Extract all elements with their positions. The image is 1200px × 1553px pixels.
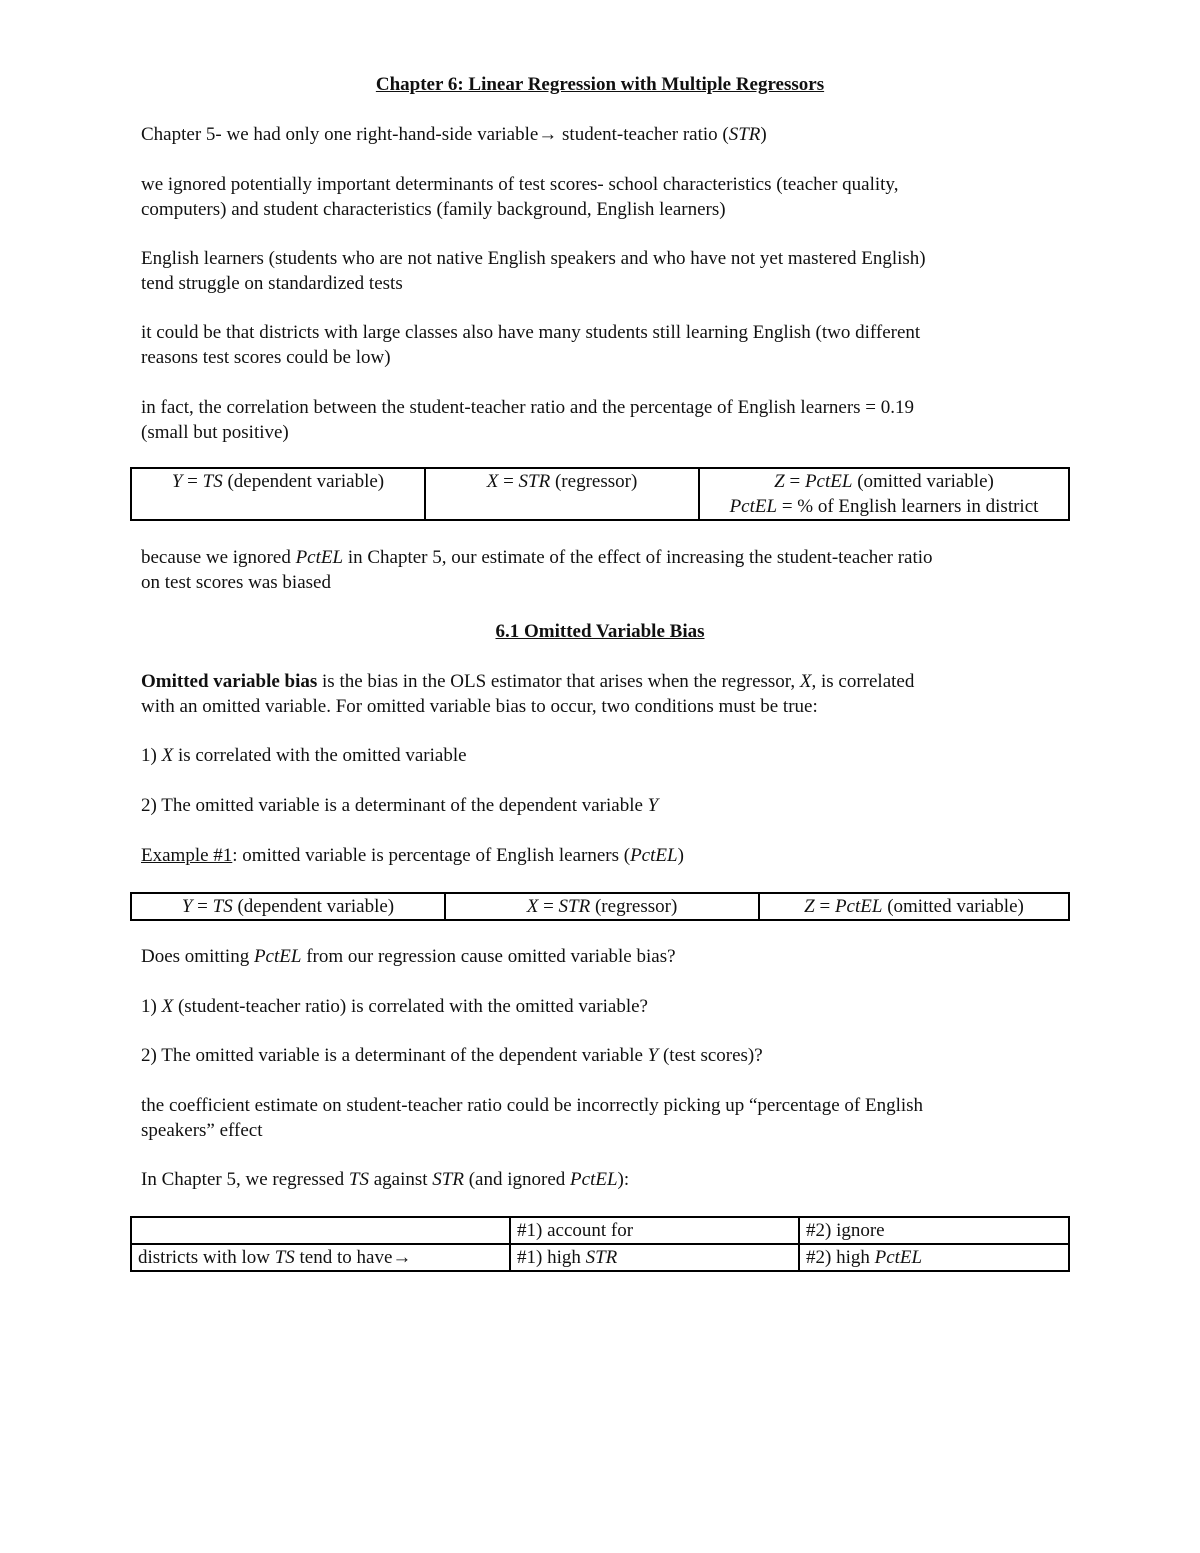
coefficient-paragraph: the coefficient estimate on student-teacher ratio could be incorrectly picking up “percentage of English speakers” effect [141, 1095, 924, 1141]
intro-paragraph: Chapter 5- we had only one right-hand-side variable→ student-teacher ratio (STR) [141, 124, 767, 145]
districts-table [130, 1216, 1070, 1272]
determinants-paragraph: we ignored potentially important determinants of test scores- school characteristics (teacher quality, computers) and student characteristics (family background, English learners) [141, 174, 899, 220]
table-cell-account-for: #1) account for [510, 1217, 799, 1244]
table-cell-districts: districts with low TS tend to have→ [131, 1244, 510, 1271]
ovb-definition: Omitted variable bias is the bias in the OLS estimator that arises when the regressor, X, is correlated with an omitted variable. For omitted variable bias to occur, two conditions must be true: [141, 671, 915, 717]
example-1: Example #1: omitted variable is percentage of English learners (PctEL) [141, 845, 684, 866]
table-cell-ignore: #2) ignore [799, 1217, 1069, 1244]
table-cell-y: Y = TS (dependent variable) [131, 468, 425, 520]
question-ovb: Does omitting PctEL from our regression cause omitted variable bias? [141, 946, 676, 967]
page-title: Chapter 6: Linear Regression with Multiple Regressors [375, 74, 825, 95]
regression-paragraph: In Chapter 5, we regressed TS against STR (and ignored PctEL): [141, 1169, 630, 1190]
question-condition-1: 1) X (student-teacher ratio) is correlated with the omitted variable? [141, 996, 648, 1017]
condition-1: 1) X is correlated with the omitted variable [141, 745, 467, 766]
table-row [131, 1217, 1069, 1244]
table-cell-y: Y = TS (dependent variable) [131, 893, 445, 920]
bias-paragraph: because we ignored PctEL in Chapter 5, our estimate of the effect of increasing the student-teacher ratio on test scores was biased [141, 547, 933, 593]
large-classes-paragraph: it could be that districts with large classes also have many students still learning English (two different reasons test scores could be low) [141, 322, 921, 368]
variables-table [130, 467, 1070, 521]
table-cell-empty [131, 1217, 510, 1244]
condition-2: 2) The omitted variable is a determinant of the dependent variable Y [141, 795, 659, 816]
table-cell-z: Z = PctEL (omitted variable) PctEL = % of English learners in district [699, 468, 1069, 520]
table-cell-high-str: #1) high STR [510, 1244, 799, 1271]
correlation-paragraph: in fact, the correlation between the student-teacher ratio and the percentage of English learners = 0.19 (small but positive) [141, 397, 915, 443]
table-cell-x: X = STR (regressor) [445, 893, 759, 920]
example-variables-table [130, 892, 1070, 921]
table-cell-x: X = STR (regressor) [425, 468, 699, 520]
table-cell-z: Z = PctEL (omitted variable) [759, 893, 1069, 920]
section-title: 6.1 Omitted Variable Bias [495, 621, 705, 642]
english-learners-paragraph: English learners (students who are not native English speakers and who have not yet mastered English) tend struggle on standardized tests [141, 248, 926, 294]
table-row [131, 1244, 1069, 1271]
question-condition-2: 2) The omitted variable is a determinant of the dependent variable Y (test scores)? [141, 1045, 763, 1066]
table-cell-high-pctel: #2) high PctEL [799, 1244, 1069, 1271]
